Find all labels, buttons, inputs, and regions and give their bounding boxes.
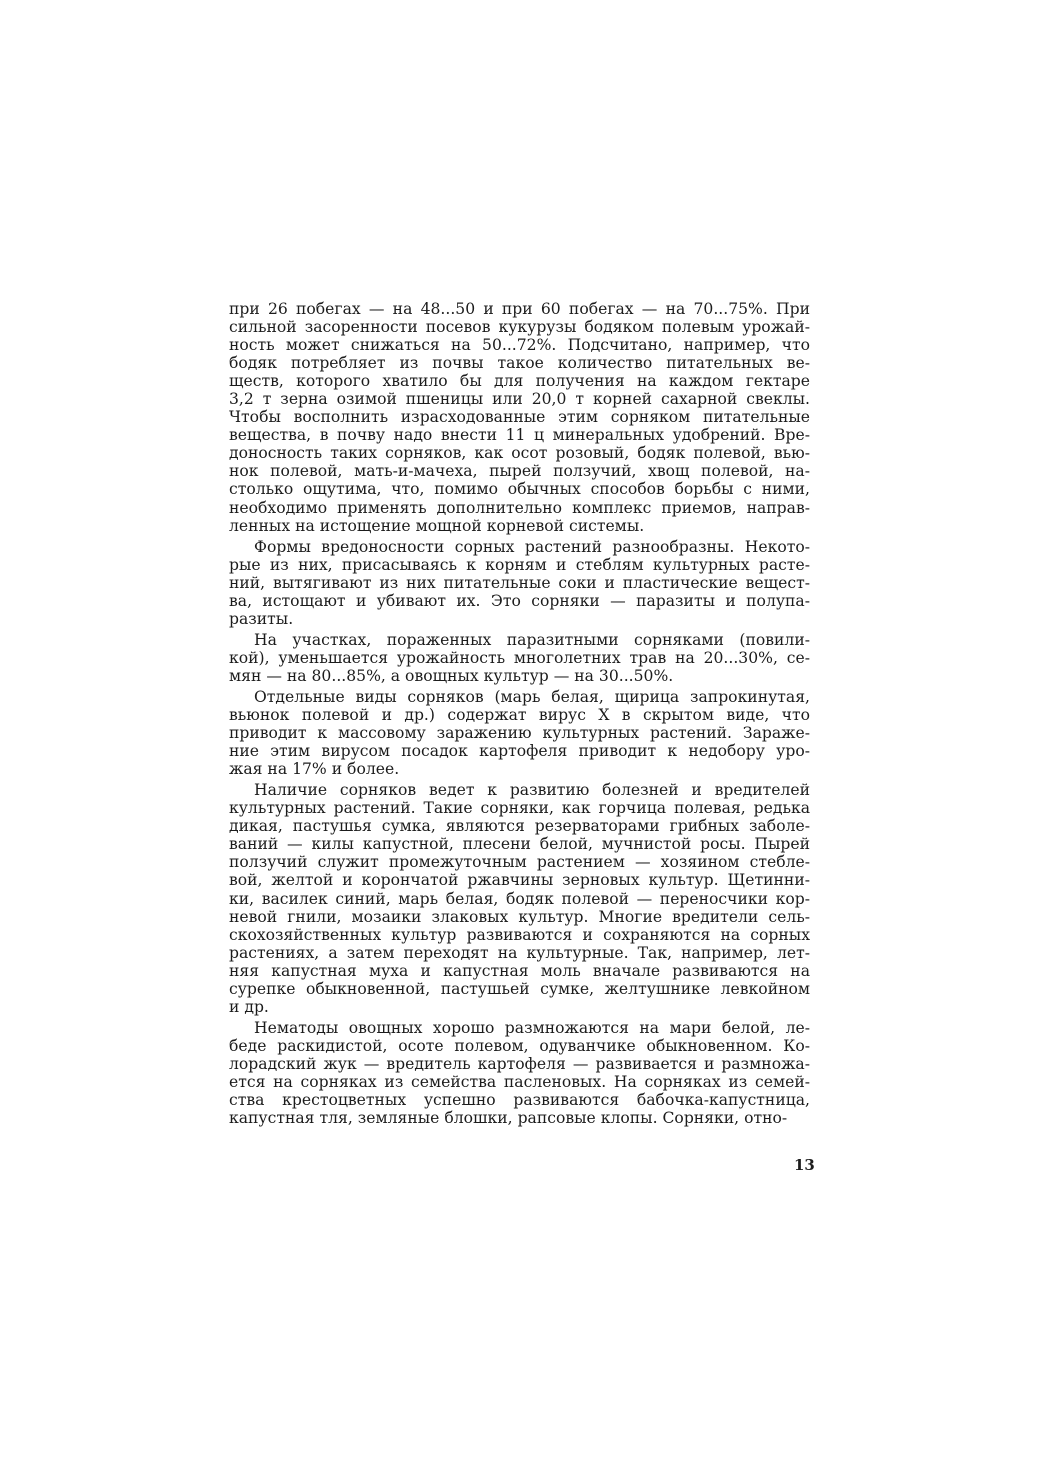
paragraph bbox=[229, 1019, 810, 1127]
paragraph bbox=[229, 781, 810, 1016]
text-line: Нематоды овощных хорошо размножаются на мари белой, ле- bbox=[254, 1018, 810, 1037]
text-line: рые из них, присасываясь к корням и стеблям культурных расте- bbox=[229, 555, 810, 574]
paragraph bbox=[229, 631, 810, 685]
text-line: приводит к массовому заражению культурных растений. Зараже- bbox=[229, 724, 810, 743]
paragraph bbox=[229, 300, 810, 535]
text-line: дикая, пастушья сумка, являются резерваторами грибных заболе- bbox=[229, 817, 810, 836]
text-line: ществ, которого хватило бы для получения на каждом гектаре bbox=[229, 372, 810, 391]
text-line: разиты. bbox=[229, 609, 294, 628]
text-line: и др. bbox=[229, 997, 269, 1016]
text-line: кой), уменьшается урожайность многолетних трав на 20...30%, се- bbox=[229, 648, 810, 667]
text-line: мян — на 80...85%, а овощных культур — на 30...50%. bbox=[229, 666, 674, 685]
text-line: ется на сорняках из семейства пасленовых. На сорняках из семей- bbox=[229, 1072, 810, 1091]
text-line: вьюнок полевой и др.) содержат вирус X в скрытом виде, что bbox=[229, 706, 810, 725]
text-line: ность может снижаться на 50...72%. Подсчитано, например, что bbox=[229, 336, 810, 355]
text-line: вой, желтой и корончатой ржавчины зерновых культур. Щетинни- bbox=[229, 871, 810, 890]
text-line: жая на 17% и более. bbox=[229, 760, 400, 779]
text-line: Формы вредоносности сорных растений разнообразны. Некото- bbox=[254, 537, 810, 556]
text-line: ленных на истощение мощной корневой системы. bbox=[229, 516, 645, 535]
text-line: доносность таких сорняков, как осот розовый, бодяк полевой, вью- bbox=[229, 444, 810, 463]
text-line: сурепке обыкновенной, пастушьей сумке, желтушнике левкойном bbox=[229, 979, 810, 998]
text-line: растениях, а затем переходят на культурные. Так, например, лет- bbox=[229, 943, 810, 962]
text-line: лорадский жук — вредитель картофеля — развивается и размножа- bbox=[229, 1054, 810, 1073]
text-line: необходимо применять дополнительно комплекс приемов, направ- bbox=[229, 498, 810, 517]
page-number: 13 bbox=[794, 1156, 815, 1174]
text-line: ние этим вирусом посадок картофеля приводит к недобору уро- bbox=[229, 742, 810, 761]
text-line: беде раскидистой, осоте полевом, одуванчике обыкновенном. Ко- bbox=[229, 1036, 810, 1055]
text-line: Чтобы восполнить израсходованные этим сорняком питательные bbox=[229, 408, 810, 427]
text-line: невой гнили, мозаики злаковых культур. Многие вредители сель- bbox=[229, 907, 810, 926]
text-line: при 26 побегах — на 48...50 и при 60 побегах — на 70...75%. При bbox=[229, 300, 810, 318]
text-line: культурных растений. Такие сорняки, как горчица полевая, редька bbox=[229, 799, 810, 818]
text-line: ва, истощают и убивают их. Это сорняки — паразиты и полупа- bbox=[229, 591, 810, 610]
paragraph bbox=[229, 538, 810, 628]
text-line: ки, василек синий, марь белая, бодяк полевой — переносчики кор- bbox=[229, 889, 810, 908]
text-line: Отдельные виды сорняков (марь белая, щирица запрокинутая, bbox=[254, 687, 810, 706]
text-line: вещества, в почву надо внести 11 ц минеральных удобрений. Вре- bbox=[229, 426, 810, 445]
text-line: Наличие сорняков ведет к развитию болезней и вредителей bbox=[254, 781, 810, 800]
text-line: бодяк потребляет из почвы такое количество питательных ве- bbox=[229, 354, 810, 373]
paragraph bbox=[229, 688, 810, 778]
text-line: скохозяйственных культур развиваются и сохраняются на сорных bbox=[229, 925, 810, 944]
text-line: нок полевой, мать-и-мачеха, пырей ползучий, хвощ полевой, на- bbox=[229, 462, 810, 481]
text-line: ства крестоцветных успешно развиваются бабочка-капустница, bbox=[229, 1091, 810, 1110]
text-line: сильной засоренности посевов кукурузы бодяком полевым урожай- bbox=[229, 318, 810, 337]
body-text bbox=[229, 300, 810, 1130]
text-line: ползучий служит промежуточным растением — хозяином стебле- bbox=[229, 853, 810, 872]
text-line: ний, вытягивают из них питательные соки и пластические вещест- bbox=[229, 573, 810, 592]
text-line: На участках, пораженных паразитными сорняками (повили- bbox=[254, 630, 810, 649]
text-line: ваний — килы капустной, плесени белой, мучнистой росы. Пырей bbox=[229, 835, 810, 854]
text-line: капустная тля, земляные блошки, рапсовые клопы. Сорняки, отно- bbox=[229, 1109, 788, 1128]
text-line: няя капустная муха и капустная моль вначале развиваются на bbox=[229, 961, 810, 980]
text-line: столько ощутима, что, помимо обычных способов борьбы с ними, bbox=[229, 480, 810, 499]
text-line: 3,2 т зерна озимой пшеницы или 20,0 т корней сахарной свеклы. bbox=[229, 390, 810, 409]
